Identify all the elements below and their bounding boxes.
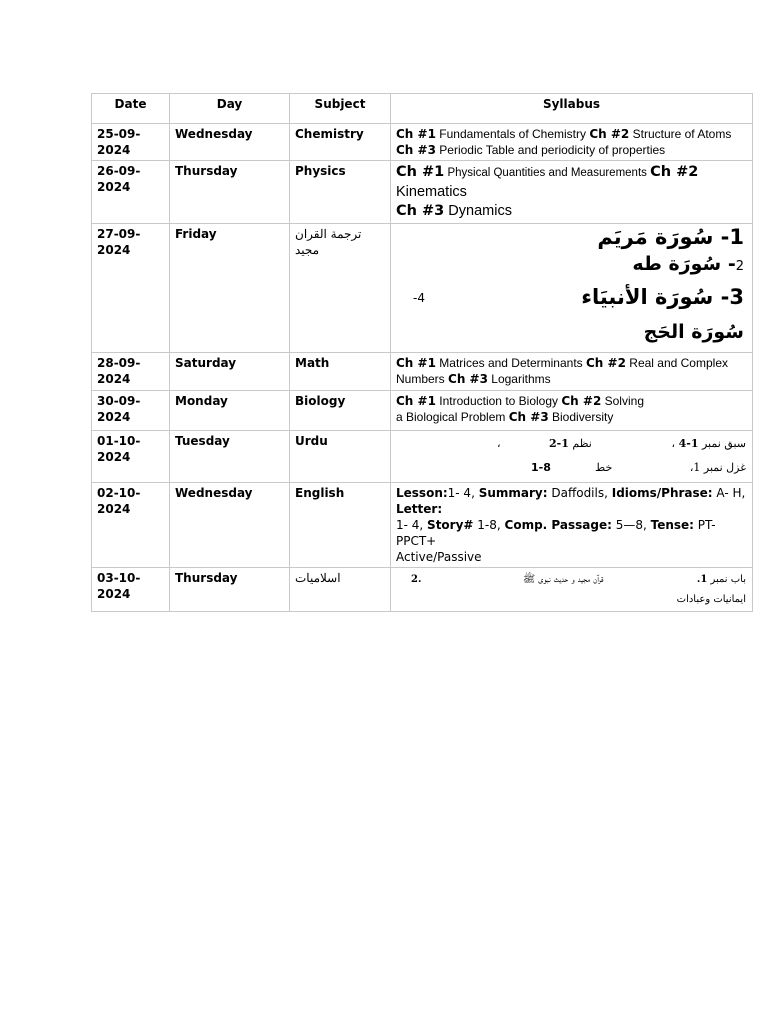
surah-number: 1 — [729, 225, 744, 249]
header-syllabus: Syllabus — [391, 94, 753, 124]
syllabus-cell — [391, 568, 753, 612]
syllabus-cell — [391, 124, 753, 161]
day-cell: Monday — [170, 391, 290, 431]
letter-value: 1- 4, — [396, 518, 428, 532]
chapter-title: Kinematics — [396, 184, 467, 200]
tense-value-2: Active/Passive — [396, 550, 482, 564]
tense-label: Tense: — [650, 518, 694, 532]
exam-schedule-table — [91, 93, 753, 612]
header-day: Day — [170, 94, 290, 124]
day-cell: Friday — [170, 224, 290, 353]
urdu-khat-range — [531, 460, 551, 476]
summary-value: Daffodils, — [547, 486, 612, 500]
subject-cell: Math — [290, 353, 391, 391]
syllabus-cell — [391, 161, 753, 224]
chapter-title-2: ایمانیات وعبادات — [676, 594, 746, 605]
surah-name: - سُورَة طه — [632, 253, 736, 275]
surah-name: - سُورَة الأنبيَاء — [581, 285, 730, 309]
table-row — [92, 431, 753, 483]
urdu-lesson — [672, 436, 746, 452]
chapter-label: Ch #3 — [396, 143, 436, 157]
subject-cell: English — [290, 483, 391, 568]
chapter-label: Ch #2 — [561, 394, 602, 408]
separator: ، — [671, 437, 679, 450]
subject-cell: Biology — [290, 391, 391, 431]
header-row — [92, 94, 753, 124]
chapter-title: a Biological Problem — [396, 410, 509, 424]
table-row — [92, 224, 753, 353]
surah-number: 4 — [417, 291, 425, 305]
story-value: 1-8, — [473, 518, 505, 532]
chapter-title: Numbers — [396, 372, 449, 386]
table-row — [92, 124, 753, 161]
surah-number: 2 — [735, 259, 744, 274]
date-cell: 26-09-2024 — [92, 161, 170, 224]
idioms-label: Idioms/Phrase: — [611, 486, 713, 500]
date-cell: 03-10-2024 — [92, 568, 170, 612]
syllabus-cell — [391, 391, 753, 431]
chapter-title-1: قرآن مجید و حدیث نبوی ﷺ — [523, 574, 604, 585]
chapter-title: Fundamentals of Chemistry — [435, 127, 590, 141]
letter-label: Letter: — [396, 502, 443, 516]
header-date: Date — [92, 94, 170, 124]
date-cell: 02-10-2024 — [92, 483, 170, 568]
syllabus-cell — [391, 483, 753, 568]
syllabus-cell — [391, 431, 753, 483]
urdu-ghazal — [690, 460, 746, 476]
passage-value: 5—8, — [611, 518, 651, 532]
idioms-value: A- H, — [712, 486, 746, 500]
chapter-title: Matrices and Determinants — [435, 356, 586, 370]
table-row — [92, 483, 753, 568]
surah-line-3 — [581, 284, 744, 310]
surah-line-4 — [644, 320, 744, 344]
chapter-title: Structure of Atoms — [629, 127, 732, 141]
chapter-title: Periodic Table and periodicity of properties — [435, 143, 666, 157]
date-cell: 01-10-2024 — [92, 431, 170, 483]
lesson-range: 1-4 — [678, 437, 699, 450]
tense-value: PT-PPCT+ — [396, 518, 716, 548]
subject-cell: ترجمة القران مجيد — [290, 224, 391, 353]
chapter-title: Logarithms — [487, 372, 551, 386]
day-cell: Thursday — [170, 161, 290, 224]
story-label: Story# — [427, 518, 474, 532]
chapter-label: Ch #1 — [396, 394, 436, 408]
date-cell: 25-09-2024 — [92, 124, 170, 161]
poem-range: 1-2 — [549, 437, 569, 450]
separator: ، — [497, 437, 501, 450]
passage-label: Comp. Passage: — [504, 518, 612, 532]
subject-cell: Chemistry — [290, 124, 391, 161]
chapter-label: Ch #2 — [650, 164, 699, 180]
header-subject: Subject — [290, 94, 391, 124]
urdu-khat-label: خط — [595, 461, 613, 474]
date-cell: 27-09-2024 — [92, 224, 170, 353]
chapter-number: 2. — [411, 574, 422, 585]
chapter-title: Solving — [601, 394, 644, 408]
chapter-label: Ch #3 — [508, 410, 549, 424]
date-cell: 28-09-2024 — [92, 353, 170, 391]
surah-number-4 — [413, 290, 425, 306]
chapter-label: Ch #3 — [396, 203, 445, 219]
khat-range: 1-8 — [531, 461, 551, 474]
chapter-line-1 — [697, 572, 746, 588]
surah-line-2 — [632, 252, 744, 279]
table-row — [92, 568, 753, 612]
date-cell: 30-09-2024 — [92, 391, 170, 431]
day-cell: Wednesday — [170, 124, 290, 161]
chapter-label: Ch #1 — [396, 356, 436, 370]
subject-cell: Physics — [290, 161, 391, 224]
lesson-value: 1- 4, — [447, 486, 479, 500]
lesson-label: سبق نمبر — [698, 437, 746, 450]
day-cell: Wednesday — [170, 483, 290, 568]
chapter-number: 1. — [696, 574, 708, 585]
subject-cell: Urdu — [290, 431, 391, 483]
table-row — [92, 161, 753, 224]
day-cell: Thursday — [170, 568, 290, 612]
summary-label: Summary: — [478, 486, 548, 500]
surah-name: - سُورَة مَريَم — [597, 225, 730, 249]
syllabus-cell — [391, 224, 753, 353]
chapter-label: Ch #3 — [448, 372, 488, 386]
chapter-title: Physical Quantities and Measurements — [444, 167, 651, 179]
surah-name: سُورَة الحَج — [643, 321, 744, 343]
chapter-label: Ch #2 — [586, 356, 626, 370]
urdu-poem — [549, 436, 592, 452]
table-row — [92, 353, 753, 391]
ghazal-label: غزل نمبر 1، — [689, 461, 746, 474]
chapter-title: Biodiversity — [548, 410, 614, 424]
syllabus-cell — [391, 353, 753, 391]
subject-cell: اسلامیات — [290, 568, 391, 612]
chapter-label: Ch #1 — [396, 164, 445, 180]
chapter-label: Ch #1 — [396, 127, 436, 141]
chapter-number-2 — [411, 572, 421, 588]
table-row — [92, 391, 753, 431]
chapter-label: باب نمبر — [707, 574, 746, 585]
chapter-title: Dynamics — [444, 203, 512, 219]
lesson-label: Lesson: — [396, 486, 448, 500]
surah-number: 3 — [729, 285, 744, 309]
poem-label: نظم — [568, 437, 592, 450]
surah-line-1 — [597, 224, 744, 250]
day-cell: Saturday — [170, 353, 290, 391]
chapter-title: Real and Complex — [625, 356, 728, 370]
dash: - — [413, 291, 418, 305]
chapter-title: Introduction to Biology — [435, 394, 562, 408]
day-cell: Tuesday — [170, 431, 290, 483]
chapter-label: Ch #2 — [589, 127, 630, 141]
